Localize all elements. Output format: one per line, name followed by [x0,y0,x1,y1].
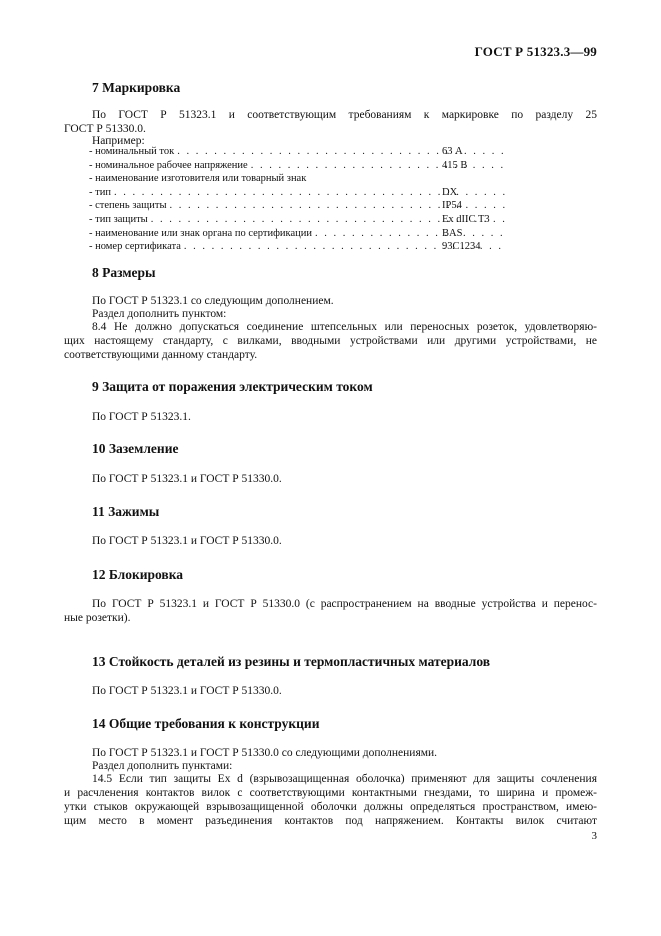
section-12-line2: ные розетки). [64,612,131,624]
marking-item: - тип защиты . . . Ex dIIC T3 [89,214,509,228]
marking-item: - степень защиты . . . IP54 [89,200,509,214]
marking-item: - номинальный ток . . . 63 А [89,146,509,160]
section-13-text: По ГОСТ Р 51323.1 и ГОСТ Р 51330.0. [92,685,282,697]
section-8-line2: Раздел дополнить пунктом: [92,308,227,320]
document-number-header: ГОСТ Р 51323.3—99 [474,44,597,59]
marking-item: - тип . . . DX [89,187,509,201]
section-8-heading: 8 Размеры [92,265,156,280]
marking-example-list [89,146,509,255]
section-14-line4: и расчленения контактов вилок с соответствующими контактными гнездами, то ширина и промеж- [64,787,597,799]
section-9-heading: 9 Защита от поражения электрическим током [92,379,373,394]
section-14-line6: щим место в момент разъединения контактов под напряжением. Контакты вилок считают [64,815,597,827]
marking-item: - номер сертификата . . . 93C1234 [89,241,509,255]
page-number: 3 [591,830,597,842]
section-12-line1: По ГОСТ Р 51323.1 и ГОСТ Р 51330.0 (с распространением на вводные устройства и перенос- [92,598,597,610]
section-12-heading: 12 Блокировка [92,567,184,582]
section-14-line2: Раздел дополнить пунктами: [92,760,233,772]
section-8-line1: По ГОСТ Р 51323.1 со следующим дополнением. [92,295,334,307]
section-9-text: По ГОСТ Р 51323.1. [92,411,191,423]
section-11-heading: 11 Зажимы [92,504,160,519]
marking-item: - наименование или знак органа по сертификации . . . BAS [89,228,509,242]
section-7-heading: 7 Маркировка [92,80,181,95]
marking-item: - наименование изготовителя или товарный знак [89,173,307,185]
section-11-text: По ГОСТ Р 51323.1 и ГОСТ Р 51330.0. [92,535,282,547]
marking-item: - номинальное рабочее напряжение . . . 415 В [89,160,509,174]
section-7-paragraph-line1: По ГОСТ Р 51323.1 и соответствующим требованиям к маркировке по разделу 25 [92,109,597,121]
example-intro: Например: [92,135,145,147]
section-13-heading: 13 Стойкость деталей из резины и термопластичных материалов [92,654,491,669]
section-10-heading: 10 Заземление [92,441,179,456]
section-14-line5: утки стыков окружающей взрывозащищенной оболочки должны определяться пространством, имею- [64,801,597,813]
section-8-line3: 8.4 Не должно допускаться соединение штепсельных или переносных розеток, удовлетворяю- [92,321,597,333]
section-8-line5: соответствующими данному стандарту. [64,349,258,361]
section-14-line3: 14.5 Если тип защиты Ex d (взрывозащищенная оболочка) применяют для защиты сочленения [92,773,597,785]
section-10-text: По ГОСТ Р 51323.1 и ГОСТ Р 51330.0. [92,473,282,485]
section-14-line1: По ГОСТ Р 51323.1 и ГОСТ Р 51330.0 со следующими дополнениями. [92,747,438,759]
section-8-line4: щих настоящему стандарту, с вилками, вводными устройствами или другими устройствами, не [64,335,597,347]
section-14-heading: 14 Общие требования к конструкции [92,716,320,731]
section-7-paragraph-line2: ГОСТ Р 51330.0. [64,123,146,135]
